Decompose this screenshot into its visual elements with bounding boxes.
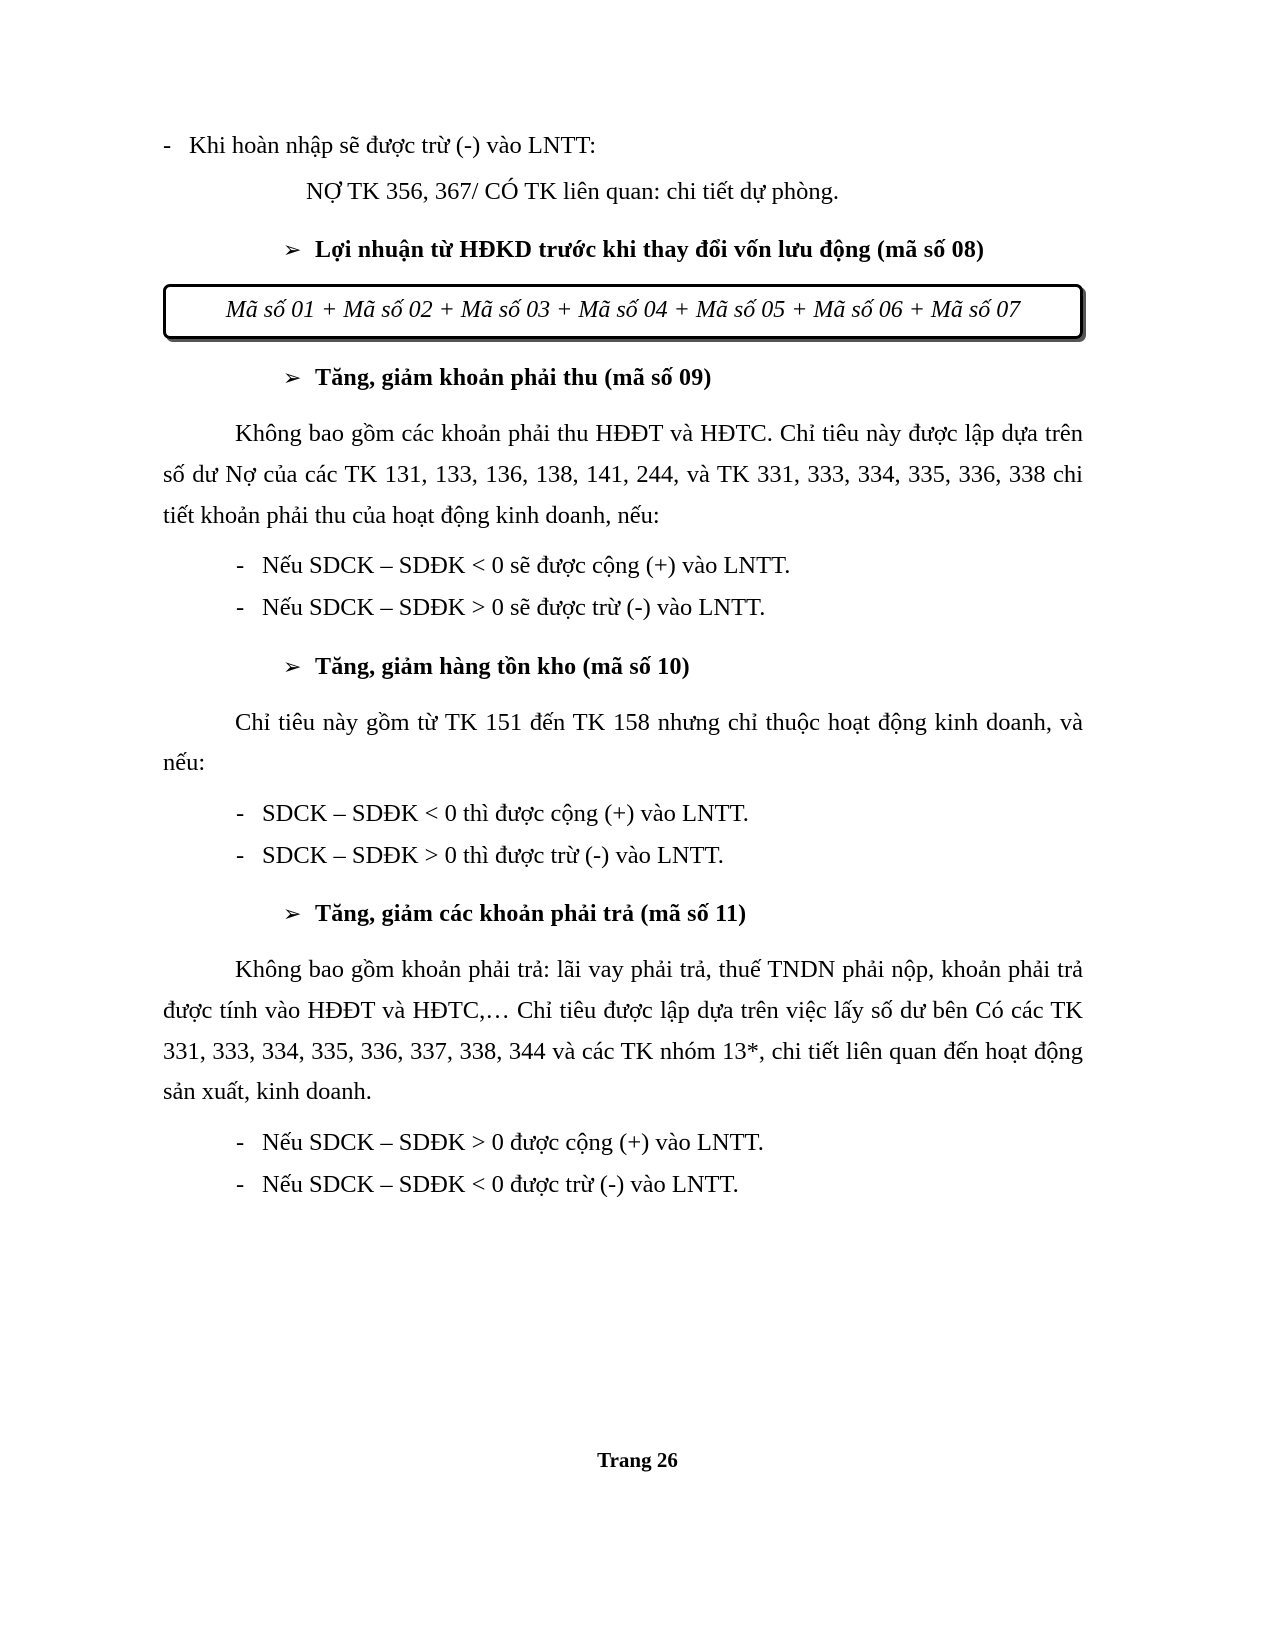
section-heading-08 [163,237,1083,264]
dash-bullet: - [236,1129,245,1157]
list-item [163,1123,1083,1163]
dash-bullet: - [236,552,245,580]
page-content [163,126,1083,1206]
list-item [163,546,1083,586]
dash-bullet: - [163,132,172,159]
section-heading-text: Tăng, giảm các khoản phải trả (mã số 11) [315,901,747,928]
dash-bullet: - [236,594,245,622]
section-heading-text: Tăng, giảm hàng tồn kho (mã số 10) [315,653,690,680]
dash-bullet: - [236,841,245,869]
arrow-bullet-icon: ➢ [283,654,302,680]
paragraph-inventory: Chỉ tiêu này gồm từ TK 151 đến TK 158 nhưng chỉ thuộc hoạt động kinh doanh, và nếu: [163,708,1083,777]
list-item [163,1165,1083,1205]
list-item-text: Nếu SDCK – SDĐK < 0 được trừ (-) vào LNTT. [262,1170,739,1198]
list-item [163,794,1083,834]
arrow-bullet-icon: ➢ [283,902,302,928]
arrow-bullet-icon: ➢ [283,238,302,264]
list-item-text: SDCK – SDĐK > 0 thì được trừ (-) vào LNTT. [262,841,724,869]
arrow-bullet-icon: ➢ [283,366,302,392]
page-number: Trang 26 [597,1448,678,1472]
paragraph-receivables: Không bao gồm các khoản phải thu HĐĐT và HĐTC. Chỉ tiêu này được lập dựa trên số dư Nợ của các TK 131, 133, 136, 138, 141, 244, và TK 331, 333, 334, 335, 336, 338 chi tiết khoản phải thu của hoạt động kinh doanh, nếu: [163,420,1083,529]
dash-bullet: - [236,1170,245,1198]
spacer [163,536,1083,546]
section-heading-11 [163,901,1083,928]
section-heading-text: Lợi nhuận từ HĐKD trước khi thay đổi vốn lưu động (mã số 08) [315,237,985,264]
list-item [163,588,1083,628]
journal-entry-line: NỢ TK 356, 367/ CÓ TK liên quan: chi tiết dự phòng. [306,177,839,205]
formula-box: Mã số 01 + Mã số 02 + Mã số 03 + Mã số 04 + Mã số 05 + Mã số 06 + Mã số 07 [163,284,1083,339]
list-item-text: Khi hoàn nhập sẽ được trừ (-) vào LNTT: [189,132,597,159]
spacer [163,784,1083,794]
paragraph-payables: Không bao gồm khoản phải trả: lãi vay phải trả, thuế TNDN phải nộp, khoản phải trả được tính vào HĐĐT và HĐTC,… Chỉ tiêu được lập dựa trên việc lấy số dư bên Có các TK 331, 333, 334, 335, 336, 337, 338, 344 và các TK nhóm 13*, chi tiết liên quan đến hoạt động sản xuất, kinh doanh. [163,956,1083,1106]
list-item-text: SDCK – SDĐK < 0 thì được cộng (+) vào LNTT. [262,800,749,828]
list-item-text: Nếu SDCK – SDĐK > 0 được cộng (+) vào LNTT. [262,1129,764,1157]
dash-bullet: - [236,800,245,828]
list-item [163,836,1083,876]
list-item-text: Nếu SDCK – SDĐK > 0 sẽ được trừ (-) vào LNTT. [262,594,766,622]
section-heading-text: Tăng, giảm khoản phải thu (mã số 09) [315,365,712,392]
list-item [163,126,1083,166]
section-heading-09 [163,365,1083,392]
spacer [163,1113,1083,1123]
section-heading-10 [163,654,1083,681]
list-item-text: Nếu SDCK – SDĐK < 0 sẽ được cộng (+) vào LNTT. [262,552,791,580]
